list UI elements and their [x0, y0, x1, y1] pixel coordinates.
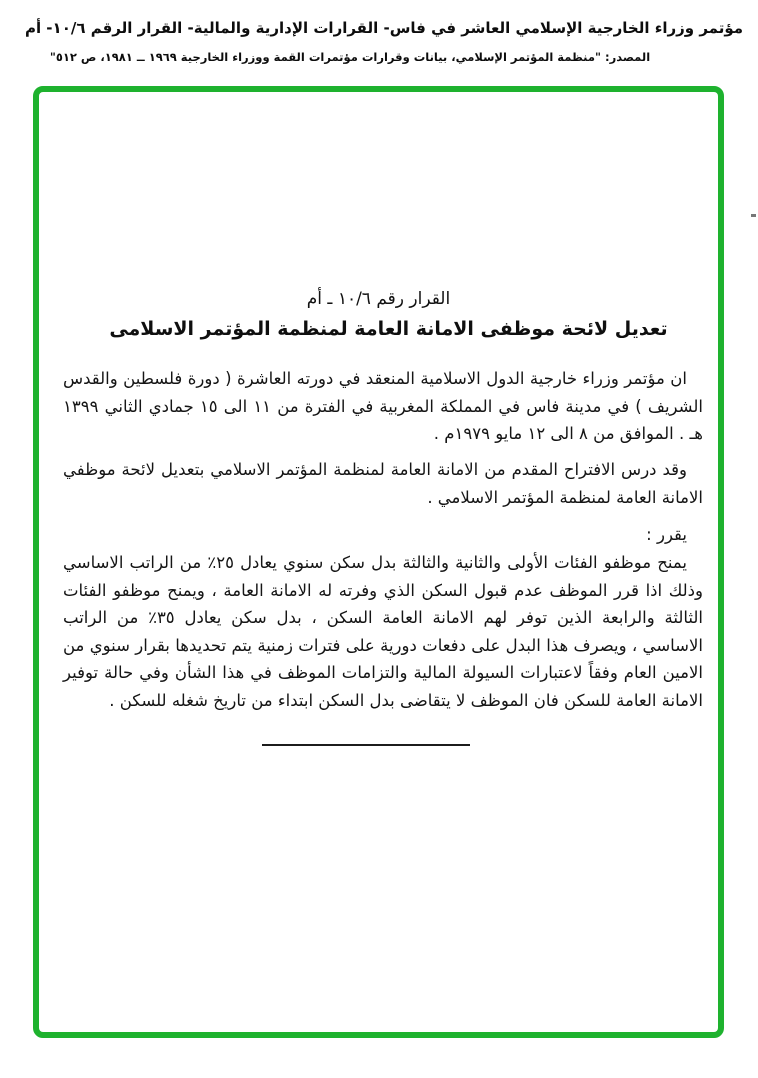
preamble-paragraph: ان مؤتمر وزراء خارجية الدول الاسلامية المنعقد في دورته العاشرة ( دورة فلسطين والقدس الشريف ) في مدينة فاس في المملكة المغربية في الفترة من ١١ الى ١٥ جمادي الثاني ١٣٩٩ هـ . الموافق من ٨ الى ١٢ مايو ١٩٧٩م .: [63, 369, 703, 443]
page-title: تعديل لائحة موظفى الامانة العامة لمنظمة المؤتمر الاسلامى: [109, 318, 668, 340]
scan-speck: [751, 214, 756, 217]
decision-number-title: القرار رقم ١٠/٦ ـ أم: [306, 289, 451, 309]
page-frame: [33, 86, 724, 1038]
source-line: المصدر: "منظمة المؤتمر الإسلامي، بيانات وقرارات مؤتمرات القمة ووزراء الخارجية ١٩٦٩ ــ ١٩٨١، ص ٥١٢": [49, 50, 651, 64]
divider-line: [262, 744, 470, 746]
decree-paragraph: يمنح موظفو الفئات الأولى والثانية والثالثة بدل سكن سنوي يعادل ٢٥٪ من الراتب الاساسي وذلك اذا قرر الموظف عدم قبول السكن الذي وفرته له الامانة العامة ، ويمنح موظفو الفئات الثالثة والرابعة الذين توفر لهم الامانة العامة السكن ، بدل سكن يعادل ٣٥٪ من الراتب الاساسي ، ويصرف هذا البدل على دفعات دورية على فترات زمنية يتم تحديدها بقرار سنوي من الامين العام وفقاً لاعتبارات السيولة المالية والتزامات الموظف في هذا الشأن وفي حالة توفير الامانة العامة للسكن فان الموظف لا يتقاضى بدل السكن ابتداء من تاريخ شغله للسكن .: [63, 553, 703, 710]
study-paragraph: وقد درس الافتراح المقدم من الامانة العامة لمنظمة المؤتمر الاسلامي بتعديل لائحة موظفي الامانة العامة لمنظمة المؤتمر الاسلامي .: [63, 460, 703, 507]
citation-line: مؤتمر وزراء الخارجية الإسلامي العاشر في فاس- القرارات الإدارية والمالية- القرار الرقم ١٠/٦- أم: [24, 19, 744, 37]
decree-label: يقرر :: [646, 525, 687, 544]
